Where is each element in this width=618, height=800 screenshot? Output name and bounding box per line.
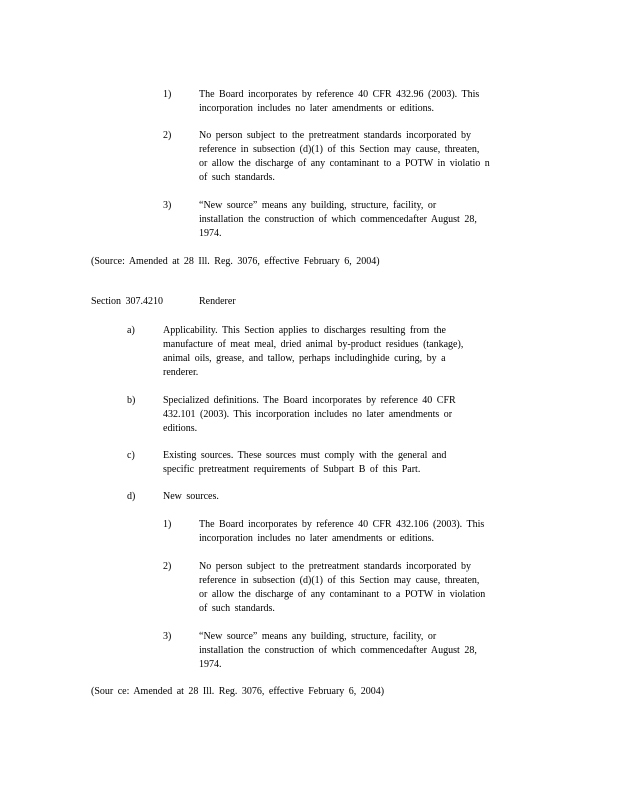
item-text-line: installation the construction of which commencedafter August 28,	[199, 645, 477, 656]
subsection-text-line: specific pretreatment requirements of Subpart B of this Part.	[163, 464, 421, 475]
item-text-line: The Board incorporates by reference 40 CFR 432.96 (2003). This	[199, 89, 480, 100]
section-number: Section 307.4210	[91, 296, 163, 307]
item-marker: 2)	[163, 130, 172, 141]
subsection-text-line: renderer.	[163, 367, 199, 378]
subsection-text-line: Specialized definitions. The Board incorporates by reference 40 CFR	[163, 395, 456, 406]
source-note: (Source: Amended at 28 Ill. Reg. 3076, effective February 6, 2004)	[91, 256, 380, 267]
item-text-line: “New source” means any building, structure, facility, or	[199, 200, 437, 211]
item-text-line: or allow the discharge of any contaminant to a POTW in violation	[199, 589, 486, 600]
item-text-line: “New source” means any building, structure, facility, or	[199, 631, 437, 642]
subsection-marker: c)	[127, 450, 135, 461]
item-text-line: reference in subsection (d)(1) of this Section may cause, threaten,	[199, 575, 480, 586]
subsection-text-line: animal oils, grease, and tallow, perhaps includinghide curing, by a	[163, 353, 446, 364]
item-text-line: installation the construction of which commencedafter August 28,	[199, 214, 477, 225]
item-text-line: No person subject to the pretreatment standards incorporated by	[199, 130, 472, 141]
item-text-line: of such standards.	[199, 172, 275, 183]
item-text-line: incorporation includes no later amendments or editions.	[199, 533, 434, 544]
item-marker: 1)	[163, 89, 172, 100]
item-marker: 1)	[163, 519, 172, 530]
subsection-text-line: Applicability. This Section applies to discharges resulting from the	[163, 325, 446, 336]
subsection-text-line: Existing sources. These sources must comply with the general and	[163, 450, 447, 461]
item-marker: 2)	[163, 561, 172, 572]
item-text-line: of such standards.	[199, 603, 275, 614]
item-text-line: or allow the discharge of any contaminant to a POTW in violatio n	[199, 158, 490, 169]
item-text-line: incorporation includes no later amendments or editions.	[199, 103, 434, 114]
subsection-text-line: manufacture of meat meal, dried animal by-product residues (tankage),	[163, 339, 464, 350]
item-marker: 3)	[163, 631, 172, 642]
subsection-marker: a)	[127, 325, 135, 336]
item-text-line: 1974.	[199, 659, 222, 670]
subsection-text-line: editions.	[163, 423, 198, 434]
item-text-line: 1974.	[199, 228, 222, 239]
source-note: (Sour ce: Amended at 28 Ill. Reg. 3076, effective February 6, 2004)	[91, 686, 385, 697]
section-title: Renderer	[199, 296, 236, 307]
subsection-text-line: 432.101 (2003). This incorporation includes no later amendments or	[163, 409, 453, 420]
item-text-line: No person subject to the pretreatment standards incorporated by	[199, 561, 472, 572]
subsection-marker: b)	[127, 395, 136, 406]
item-marker: 3)	[163, 200, 172, 211]
item-text-line: The Board incorporates by reference 40 CFR 432.106 (2003). This	[199, 519, 485, 530]
subsection-marker: d)	[127, 491, 136, 502]
item-text-line: reference in subsection (d)(1) of this Section may cause, threaten,	[199, 144, 480, 155]
subsection-text-line: New sources.	[163, 491, 219, 502]
